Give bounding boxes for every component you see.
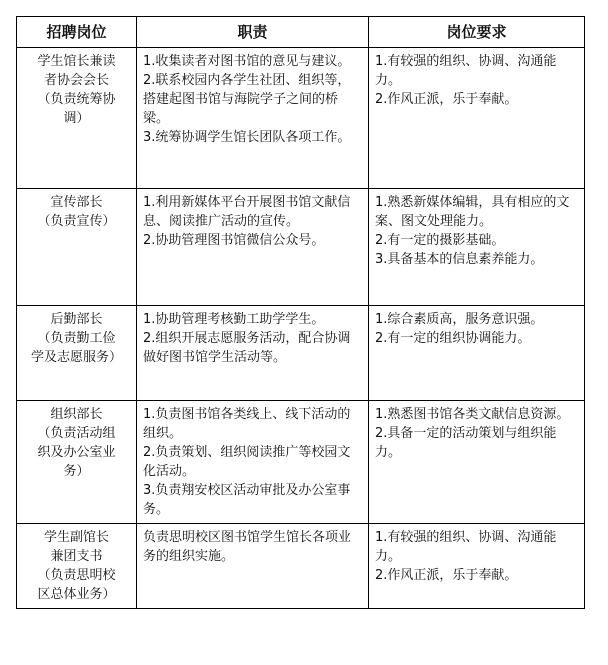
table-row (17, 189, 585, 306)
duty-item: 负责思明校区图书馆学生馆长各项业务的组织实施。 (143, 530, 352, 564)
requirements-cell (369, 48, 585, 189)
duties-cell (137, 306, 369, 401)
duty-item: 3.统筹协调学生馆长团队各项工作。 (143, 130, 351, 145)
requirement-item: 2.有一定的组织协调能力。 (375, 331, 531, 346)
requirements-cell (369, 189, 585, 306)
position-line: 学及志愿服务） (30, 350, 122, 365)
duty-item: 3.负责翔安校区活动审批及办公室事务。 (143, 483, 351, 517)
position-line: （负责思明校 (37, 568, 116, 583)
position-cell (17, 48, 137, 189)
position-cell (17, 306, 137, 401)
duties-cell (137, 401, 369, 524)
requirement-item: 1.熟悉新媒体编辑，具有相应的文案、图文处理能力。 (375, 195, 570, 229)
requirement-item: 1.有较强的组织、协调、沟通能力。 (375, 54, 557, 88)
table-row (17, 48, 585, 189)
position-cell (17, 189, 137, 306)
position-line: 调） (63, 111, 90, 126)
table-row (17, 524, 585, 609)
position-line: 者协会会长 (43, 73, 109, 88)
position-line: 织及办公室业 (37, 445, 116, 460)
table-header-row (17, 17, 585, 48)
duty-item: 1.负责图书馆各类线上、线下活动的组织。 (143, 407, 351, 441)
requirement-item: 2.作风正派，乐于奉献。 (375, 568, 518, 583)
position-line: （负责活动组 (37, 426, 116, 441)
duty-item: 2.联系校园内各学生社团、组织等，搭建起图书馆与海院学子之间的桥梁。 (143, 73, 351, 126)
requirements-cell (369, 524, 585, 609)
requirement-item: 1.熟悉图书馆各类文献信息资源。 (375, 407, 570, 422)
duties-cell (137, 189, 369, 306)
recruitment-table-wrapper (16, 16, 585, 609)
header-position: 招聘岗位 (17, 17, 137, 48)
position-cell (17, 524, 137, 609)
requirements-cell (369, 306, 585, 401)
position-line: 务） (63, 464, 90, 479)
position-line: （负责勤工俭 (37, 331, 116, 346)
requirement-item: 2.作风正派，乐于奉献。 (375, 92, 518, 107)
position-line: 学生馆长兼读 (37, 54, 116, 69)
duty-item: 2.组织开展志愿服务活动，配合协调做好图书馆学生活动等。 (143, 331, 351, 365)
duty-item: 1.收集读者对图书馆的意见与建议。 (143, 54, 351, 69)
position-line: 组织部长 (50, 407, 103, 422)
position-line: 后勤部长 (50, 312, 103, 327)
header-requirements: 岗位要求 (369, 17, 585, 48)
duty-item: 1.协助管理考核勤工助学学生。 (143, 312, 325, 327)
requirement-item: 1.有较强的组织、协调、沟通能力。 (375, 530, 557, 564)
duty-item: 1.利用新媒体平台开展图书馆文献信息、阅读推广活动的宣传。 (143, 195, 351, 229)
recruitment-table (16, 16, 585, 609)
duties-cell (137, 524, 369, 609)
position-line: （负责统筹协 (37, 92, 116, 107)
position-line: 宣传部长 (50, 195, 103, 210)
position-cell (17, 401, 137, 524)
requirement-item: 1.综合素质高，服务意识强。 (375, 312, 544, 327)
duty-item: 2.负责策划、组织阅读推广等校园文化活动。 (143, 445, 351, 479)
header-duties: 职责 (137, 17, 369, 48)
position-line: 区总体业务） (37, 587, 116, 602)
requirements-cell (369, 401, 585, 524)
requirement-item: 2.有一定的摄影基础。 (375, 233, 505, 248)
requirement-item: 3.具备基本的信息素养能力。 (375, 252, 544, 267)
duty-item: 2.协助管理图书馆微信公众号。 (143, 233, 325, 248)
position-line: 兼团支书 (50, 549, 103, 564)
table-row (17, 401, 585, 524)
position-line: （负责宣传） (37, 214, 116, 229)
table-row (17, 306, 585, 401)
position-line: 学生副馆长 (43, 530, 109, 545)
duties-cell (137, 48, 369, 189)
requirement-item: 2.具备一定的活动策划与组织能力。 (375, 426, 557, 460)
